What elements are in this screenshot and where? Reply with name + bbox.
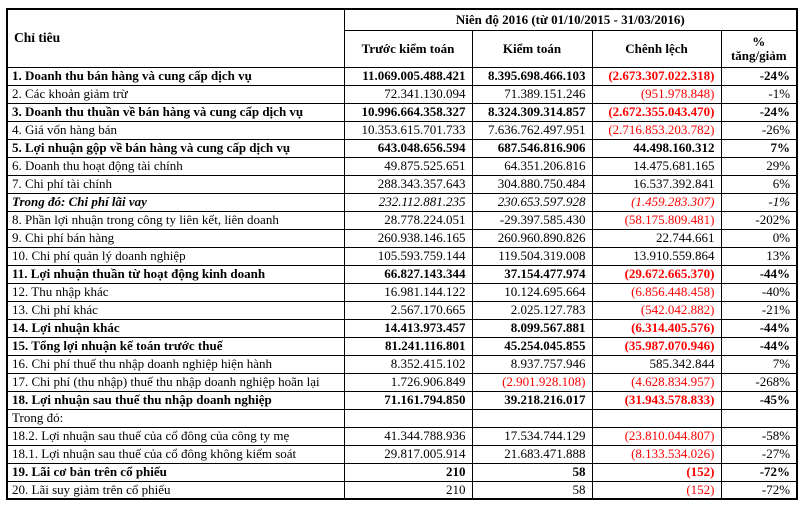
cell-pre-audit: 72.341.130.094 xyxy=(344,85,472,103)
table-row xyxy=(7,445,797,463)
cell-audited: 39.218.216.017 xyxy=(472,391,592,409)
cell-pct-change: -45% xyxy=(721,391,797,409)
table-row xyxy=(7,211,797,229)
cell-difference: (2.716.853.203.782) xyxy=(592,121,721,139)
row-label: Trong đó: Chi phí lãi vay xyxy=(7,193,344,211)
cell-pct-change: -202% xyxy=(721,211,797,229)
cell-audited: 37.154.477.974 xyxy=(472,265,592,283)
row-label: 18.1. Lợi nhuận sau thuế của cổ đông không kiểm soát xyxy=(7,445,344,463)
cell-audited: 8.099.567.881 xyxy=(472,319,592,337)
cell-pre-audit: 28.778.224.051 xyxy=(344,211,472,229)
cell-pct-change: -44% xyxy=(721,337,797,355)
cell-pct-change: -72% xyxy=(721,463,797,481)
table-row xyxy=(7,337,797,355)
cell-difference: (6.856.448.458) xyxy=(592,283,721,301)
cell-difference: 14.475.681.165 xyxy=(592,157,721,175)
cell-audited: 71.389.151.246 xyxy=(472,85,592,103)
table-row xyxy=(7,139,797,157)
row-label: 11. Lợi nhuận thuần từ hoạt động kinh doanh xyxy=(7,265,344,283)
cell-difference: (1.459.283.307) xyxy=(592,193,721,211)
cell-difference: (152) xyxy=(592,463,721,481)
column-header-pct-change xyxy=(721,30,797,67)
cell-difference: (6.314.405.576) xyxy=(592,319,721,337)
table-row xyxy=(7,373,797,391)
cell-pre-audit: 16.981.144.122 xyxy=(344,283,472,301)
cell-difference: (951.978.848) xyxy=(592,85,721,103)
cell-pct-change: 13% xyxy=(721,247,797,265)
cell-pct-change: -40% xyxy=(721,283,797,301)
cell-pre-audit: 11.069.005.488.421 xyxy=(344,67,472,85)
table-row xyxy=(7,175,797,193)
cell-pct-change: -26% xyxy=(721,121,797,139)
cell-audited: 64.351.206.816 xyxy=(472,157,592,175)
cell-difference: 16.537.392.841 xyxy=(592,175,721,193)
cell-pct-change: 6% xyxy=(721,175,797,193)
cell-pre-audit: 232.112.881.235 xyxy=(344,193,472,211)
cell-pct-change: 7% xyxy=(721,355,797,373)
cell-audited: 58 xyxy=(472,463,592,481)
table-row xyxy=(7,229,797,247)
cell-difference: 13.910.559.864 xyxy=(592,247,721,265)
cell-audited: 260.960.890.826 xyxy=(472,229,592,247)
cell-difference: (31.943.578.833) xyxy=(592,391,721,409)
table-row xyxy=(7,427,797,445)
table-row xyxy=(7,319,797,337)
pct-header-symbol: % xyxy=(752,33,766,49)
table-row xyxy=(7,247,797,265)
column-header-criteria: Chỉ tiêu xyxy=(7,9,344,67)
cell-audited: 7.636.762.497.951 xyxy=(472,121,592,139)
financial-statement-table xyxy=(6,8,798,500)
cell-audited: (2.901.928.108) xyxy=(472,373,592,391)
column-header-difference: Chênh lệch xyxy=(592,30,721,67)
row-label: 20. Lãi suy giảm trên cổ phiếu xyxy=(7,481,344,499)
cell-pre-audit: 10.996.664.358.327 xyxy=(344,103,472,121)
table-row xyxy=(7,481,797,499)
cell-audited: 17.534.744.129 xyxy=(472,427,592,445)
cell-difference: (58.175.809.481) xyxy=(592,211,721,229)
cell-pre-audit: 210 xyxy=(344,481,472,499)
cell-pct-change: -24% xyxy=(721,103,797,121)
row-label: 17. Chi phí (thu nhập) thuế thu nhập doanh nghiệp hoãn lại xyxy=(7,373,344,391)
cell-audited: 304.880.750.484 xyxy=(472,175,592,193)
cell-audited xyxy=(472,409,592,427)
table-row xyxy=(7,85,797,103)
row-label: 7. Chi phí tài chính xyxy=(7,175,344,193)
cell-pre-audit: 14.413.973.457 xyxy=(344,319,472,337)
row-label: 18.2. Lợi nhuận sau thuế của cổ đông của công ty mẹ xyxy=(7,427,344,445)
row-label: 6. Doanh thu hoạt động tài chính xyxy=(7,157,344,175)
cell-difference: 22.744.661 xyxy=(592,229,721,247)
row-label: 9. Chi phí bán hàng xyxy=(7,229,344,247)
cell-difference: (23.810.044.807) xyxy=(592,427,721,445)
cell-audited: 2.025.127.783 xyxy=(472,301,592,319)
cell-pre-audit: 41.344.788.936 xyxy=(344,427,472,445)
row-label: 2. Các khoản giảm trừ xyxy=(7,85,344,103)
row-label: 3. Doanh thu thuần về bán hàng và cung cấp dịch vụ xyxy=(7,103,344,121)
row-label: 10. Chi phí quản lý doanh nghiệp xyxy=(7,247,344,265)
row-label: 16. Chi phí thuế thu nhập doanh nghiệp hiện hành xyxy=(7,355,344,373)
table-body xyxy=(7,67,797,499)
cell-pre-audit: 66.827.143.344 xyxy=(344,265,472,283)
table-row xyxy=(7,193,797,211)
cell-pct-change: -27% xyxy=(721,445,797,463)
table-row xyxy=(7,157,797,175)
cell-audited: 119.504.319.008 xyxy=(472,247,592,265)
cell-pct-change: -21% xyxy=(721,301,797,319)
table-row xyxy=(7,409,797,427)
table-row xyxy=(7,463,797,481)
cell-audited: -29.397.585.430 xyxy=(472,211,592,229)
cell-difference xyxy=(592,409,721,427)
row-label: 1. Doanh thu bán hàng và cung cấp dịch vụ xyxy=(7,67,344,85)
cell-pre-audit: 71.161.794.850 xyxy=(344,391,472,409)
cell-difference: 585.342.844 xyxy=(592,355,721,373)
table-row xyxy=(7,283,797,301)
row-label: Trong đó: xyxy=(7,409,344,427)
cell-pre-audit: 1.726.906.849 xyxy=(344,373,472,391)
row-label: 4. Giá vốn hàng bán xyxy=(7,121,344,139)
row-label: 14. Lợi nhuận khác xyxy=(7,319,344,337)
pct-header-text: tăng/giảm xyxy=(730,47,787,63)
cell-pct-change: -44% xyxy=(721,265,797,283)
cell-pct-change: -1% xyxy=(721,85,797,103)
cell-pre-audit: 49.875.525.651 xyxy=(344,157,472,175)
cell-pre-audit: 260.938.146.165 xyxy=(344,229,472,247)
cell-audited: 10.124.695.664 xyxy=(472,283,592,301)
cell-pct-change: -44% xyxy=(721,319,797,337)
cell-pct-change: 29% xyxy=(721,157,797,175)
cell-audited: 230.653.597.928 xyxy=(472,193,592,211)
cell-pre-audit: 8.352.415.102 xyxy=(344,355,472,373)
cell-difference: (29.672.665.370) xyxy=(592,265,721,283)
table-row xyxy=(7,103,797,121)
cell-pre-audit: 81.241.116.801 xyxy=(344,337,472,355)
cell-pct-change xyxy=(721,409,797,427)
cell-pre-audit: 10.353.615.701.733 xyxy=(344,121,472,139)
cell-pct-change: -72% xyxy=(721,481,797,499)
row-label: 15. Tổng lợi nhuận kế toán trước thuế xyxy=(7,337,344,355)
cell-audited: 687.546.816.906 xyxy=(472,139,592,157)
row-label: 12. Thu nhập khác xyxy=(7,283,344,301)
cell-difference: (2.672.355.043.470) xyxy=(592,103,721,121)
cell-audited: 58 xyxy=(472,481,592,499)
table-row xyxy=(7,67,797,85)
cell-audited: 21.683.471.888 xyxy=(472,445,592,463)
cell-audited: 8.395.698.466.103 xyxy=(472,67,592,85)
cell-difference: 44.498.160.312 xyxy=(592,139,721,157)
row-label: 5. Lợi nhuận gộp về bán hàng và cung cấp dịch vụ xyxy=(7,139,344,157)
cell-difference: (152) xyxy=(592,481,721,499)
row-label: 13. Chi phí khác xyxy=(7,301,344,319)
cell-pct-change: 0% xyxy=(721,229,797,247)
table-row xyxy=(7,391,797,409)
cell-difference: (35.987.070.946) xyxy=(592,337,721,355)
cell-audited: 8.937.757.946 xyxy=(472,355,592,373)
column-header-pre-audit: Trước kiểm toán xyxy=(344,30,472,67)
cell-difference: (4.628.834.957) xyxy=(592,373,721,391)
table-row xyxy=(7,355,797,373)
cell-pct-change: -24% xyxy=(721,67,797,85)
cell-audited: 8.324.309.314.857 xyxy=(472,103,592,121)
cell-pct-change: -1% xyxy=(721,193,797,211)
cell-audited: 45.254.045.855 xyxy=(472,337,592,355)
cell-difference: (542.042.882) xyxy=(592,301,721,319)
table-header xyxy=(7,9,797,67)
cell-difference: (2.673.307.022.318) xyxy=(592,67,721,85)
cell-pct-change: -268% xyxy=(721,373,797,391)
header-row-period xyxy=(7,9,797,30)
cell-pre-audit: 2.567.170.665 xyxy=(344,301,472,319)
cell-pre-audit: 105.593.759.144 xyxy=(344,247,472,265)
row-label: 18. Lợi nhuận sau thuế thu nhập doanh nghiệp xyxy=(7,391,344,409)
table-row xyxy=(7,121,797,139)
row-label: 19. Lãi cơ bản trên cổ phiếu xyxy=(7,463,344,481)
table-row xyxy=(7,301,797,319)
cell-pct-change: 7% xyxy=(721,139,797,157)
cell-pre-audit: 643.048.656.594 xyxy=(344,139,472,157)
cell-pre-audit: 210 xyxy=(344,463,472,481)
cell-pct-change: -58% xyxy=(721,427,797,445)
period-header: Niên độ 2016 (từ 01/10/2015 - 31/03/2016) xyxy=(344,9,797,30)
row-label: 8. Phần lợi nhuận trong công ty liên kết, liên doanh xyxy=(7,211,344,229)
cell-difference: (8.133.534.026) xyxy=(592,445,721,463)
cell-pre-audit: 288.343.357.643 xyxy=(344,175,472,193)
cell-pre-audit: 29.817.005.914 xyxy=(344,445,472,463)
column-header-audited: Kiểm toán xyxy=(472,30,592,67)
table-row xyxy=(7,265,797,283)
cell-pre-audit xyxy=(344,409,472,427)
